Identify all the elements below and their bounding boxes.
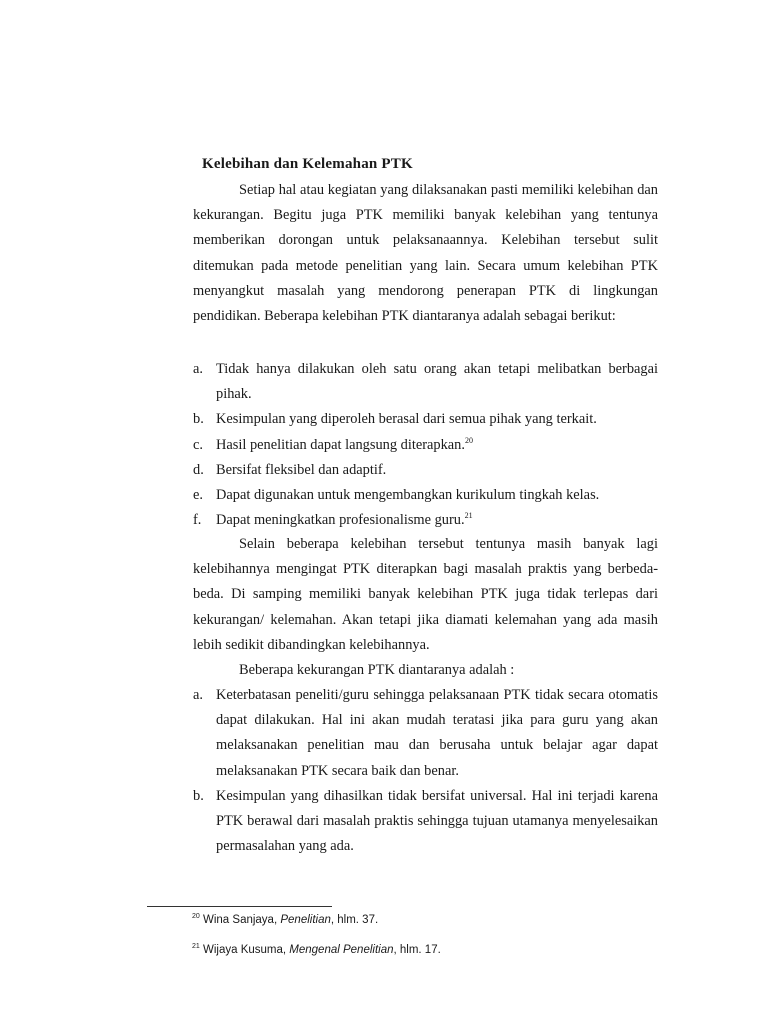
footnote-title: Penelitian xyxy=(280,914,331,926)
footnote-page: , hlm. 37. xyxy=(330,914,379,926)
list-item-text: Dapat meningkatkan profesionalisme guru. xyxy=(216,512,465,529)
list-marker: a. xyxy=(193,687,203,703)
list-marker: c. xyxy=(193,436,203,453)
footnote-author: Wijaya Kusuma, xyxy=(203,944,290,956)
footnote-20 xyxy=(192,914,378,926)
footnote-number: 20 xyxy=(192,913,200,921)
weaknesses-intro: Beberapa kekurangan PTK diantaranya adalah : xyxy=(239,662,515,678)
section-heading: Kelebihan dan Kelemahan PTK xyxy=(202,156,413,172)
intro-paragraph: Setiap hal atau kegiatan yang dilaksanakan pasti memiliki kelebihan dan kekurangan. Begitu juga PTK memiliki banyak kelebihan yang tentunya memberikan dorongan untuk pelaksanaannya. Kelebihan tersebut sulit ditemukan pada metode penelitian yang lain. Secara umum kelebihan PTK menyangkut masalah yang mendorong penerapan PTK di lingkungan pendidikan. Beberapa kelebihan PTK diantaranya adalah sebagai berikut: xyxy=(193,182,658,325)
advantages-list xyxy=(193,357,658,533)
weaknesses-list xyxy=(193,683,658,859)
footnote-page: , hlm. 17. xyxy=(393,944,441,956)
list-item xyxy=(193,433,658,458)
list-item-text: Keterbatasan peneliti/guru sehingga pelaksanaan PTK tidak secara otomatis dapat dilakukan. Hal ini akan mudah teratasi jika para guru yang akan melaksanakan penelitian mau dan berusaha untuk belajar agar dapat melaksanakan PTK secara baik dan benar. xyxy=(216,687,658,779)
footnote-number: 21 xyxy=(192,943,200,951)
footnote-21 xyxy=(192,944,441,956)
list-marker: b. xyxy=(193,411,204,428)
list-item-text: Dapat digunakan untuk mengembangkan kurikulum tingkah kelas. xyxy=(216,487,600,504)
footnote-title: Mengenal Penelitian xyxy=(289,944,394,956)
list-item xyxy=(193,683,658,784)
list-item-text: Hasil penelitian dapat langsung diterapkan. xyxy=(216,436,465,453)
list-item-text: Kesimpulan yang dihasilkan tidak bersifat universal. Hal ini terjadi karena PTK berawal dari masalah praktis sehingga tujuan utamanya menyelesaikan permasalahan yang ada. xyxy=(216,787,658,855)
list-marker: b. xyxy=(193,787,204,804)
list-marker: f. xyxy=(193,512,202,529)
list-item xyxy=(193,407,658,432)
list-item xyxy=(193,483,658,508)
footnote-author: Wina Sanjaya, xyxy=(203,914,281,926)
list-item-text: Tidak hanya dilakukan oleh satu orang akan tetapi melibatkan berbagai pihak. xyxy=(216,361,658,403)
list-marker: e. xyxy=(193,487,203,504)
list-item xyxy=(193,784,658,860)
list-item-text: Kesimpulan yang diperoleh berasal dari semua pihak yang terkait. xyxy=(216,411,597,428)
list-marker: a. xyxy=(193,361,203,377)
list-marker: d. xyxy=(193,461,204,478)
list-item xyxy=(193,508,658,533)
list-item xyxy=(193,458,658,483)
list-item xyxy=(193,357,658,407)
footnote-ref[interactable]: 21 xyxy=(464,511,473,521)
list-item-text: Bersifat fleksibel dan adaptif. xyxy=(216,461,387,478)
body-paragraph: Selain beberapa kelebihan tersebut tentunya masih banyak lagi kelebihannya mengingat PTK diterapkan bagi masalah praktis yang berbeda-beda. Di samping memiliki banyak kelebihan PTK juga tidak terlepas dari kekurangan/ kelemahan. Akan tetapi jika diamati kelemahan yang ada masih lebih sedikit dibandingkan kelebihannya. xyxy=(193,536,658,653)
footnote-divider xyxy=(147,906,332,907)
footnote-ref[interactable]: 20 xyxy=(464,435,473,445)
